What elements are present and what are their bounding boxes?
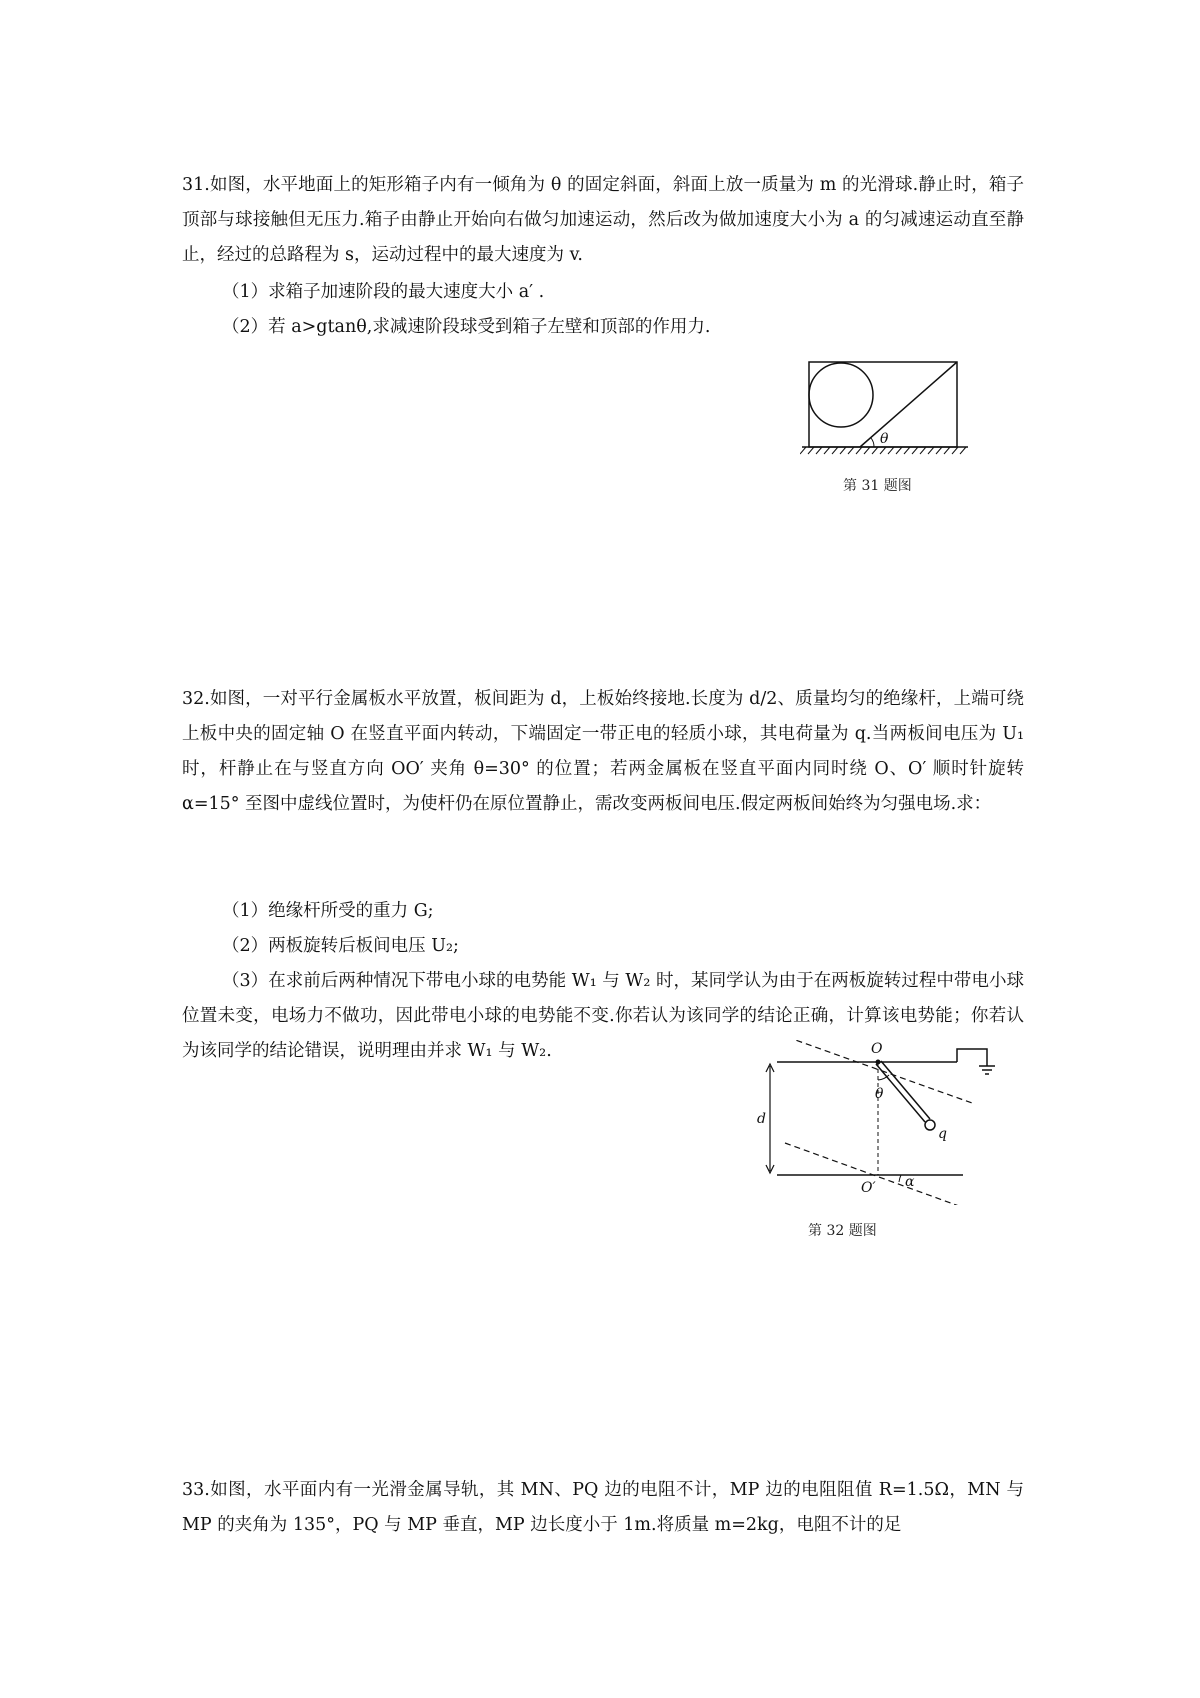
theta-label: θ (880, 431, 889, 447)
charged-ball (925, 1120, 935, 1130)
q33-stem: 33.如图，水平面内有一光滑金属导轨，其 MN、PQ 边的电阻不计，MP 边的电阻阻值 R=1.5Ω，MN 与 MP 的夹角为 135°，PQ 与 MP 垂直，MP 边长度小于 1m.将质量 m=2kg，电阻不计的足 (182, 1480, 1024, 1535)
q32-figure (735, 1040, 1005, 1205)
alpha-arc (899, 1175, 901, 1182)
q31-figure (800, 355, 970, 455)
q32-figure-caption: 第 32 题图 (808, 1223, 877, 1239)
rod-b (881, 1061, 930, 1119)
q32-part1: （1）绝缘杆所受的重力 G; (222, 901, 434, 921)
incline (860, 362, 957, 447)
q32-part2: （2）两板旋转后板间电压 U₂; (222, 936, 459, 956)
q32-stem: 32.如图，一对平行金属板水平放置，板间距为 d，上板始终接地.长度为 d/2、质量均匀的绝缘杆，上端可绕上板中央的固定轴 O 在竖直平面内转动，下端固定一带正电的轻质小球，其电荷量为 q.当两板间电压为 U₁ 时，杆静止在与竖直方向 OO′ 夹角 θ=30° 的位置；若两金属板在竖直平面内同时绕 O、O′ 顺时针旋转 α=15° 至图中虚线位置时，为使杆仍在原位置静止，需改变两板间电压.假定两板间始终为匀强电场.求： (182, 689, 1024, 814)
q-label: q (938, 1126, 947, 1142)
pivot-O (876, 1060, 881, 1065)
q31-stem: 31.如图，水平地面上的矩形箱子内有一倾角为 θ 的固定斜面，斜面上放一质量为 m 的光滑球.静止时，箱子顶部与球接触但无压力.箱子由静止开始向右做匀加速运动，然后改为做加速度大小为 a 的匀减速运动直至静止，经过的总路程为 s，运动过程中的最大速度为 v. (182, 175, 1024, 265)
q31-part2: （2）若 a>gtanθ,求减速阶段球受到箱子左壁和顶部的作用力. (222, 317, 711, 337)
ground-hatch (800, 447, 966, 454)
alpha-label: α (905, 1174, 915, 1190)
ground-symbol (957, 1049, 987, 1066)
theta-arc (871, 438, 874, 447)
O-prime-label: O′ (861, 1180, 876, 1196)
q31-part1: （1）求箱子加速阶段的最大速度大小 a′ . (222, 282, 545, 302)
q31-figure-caption: 第 31 题图 (843, 478, 912, 494)
O-label: O (871, 1041, 883, 1057)
ball (809, 363, 873, 427)
q32-part3: （3）在求前后两种情况下带电小球的电势能 W₁ 与 W₂ 时，某同学认为由于在两板旋转过程中带电小球位置未变，电场力不做功，因此带电小球的电势能不变.你若认为该同学的结论正确，计算该电势能；你若认为该同学的结论错误，说明理由并求 W₁ 与 W₂. (182, 971, 1024, 1061)
theta-label: θ (875, 1086, 884, 1102)
d-label: d (757, 1111, 766, 1127)
